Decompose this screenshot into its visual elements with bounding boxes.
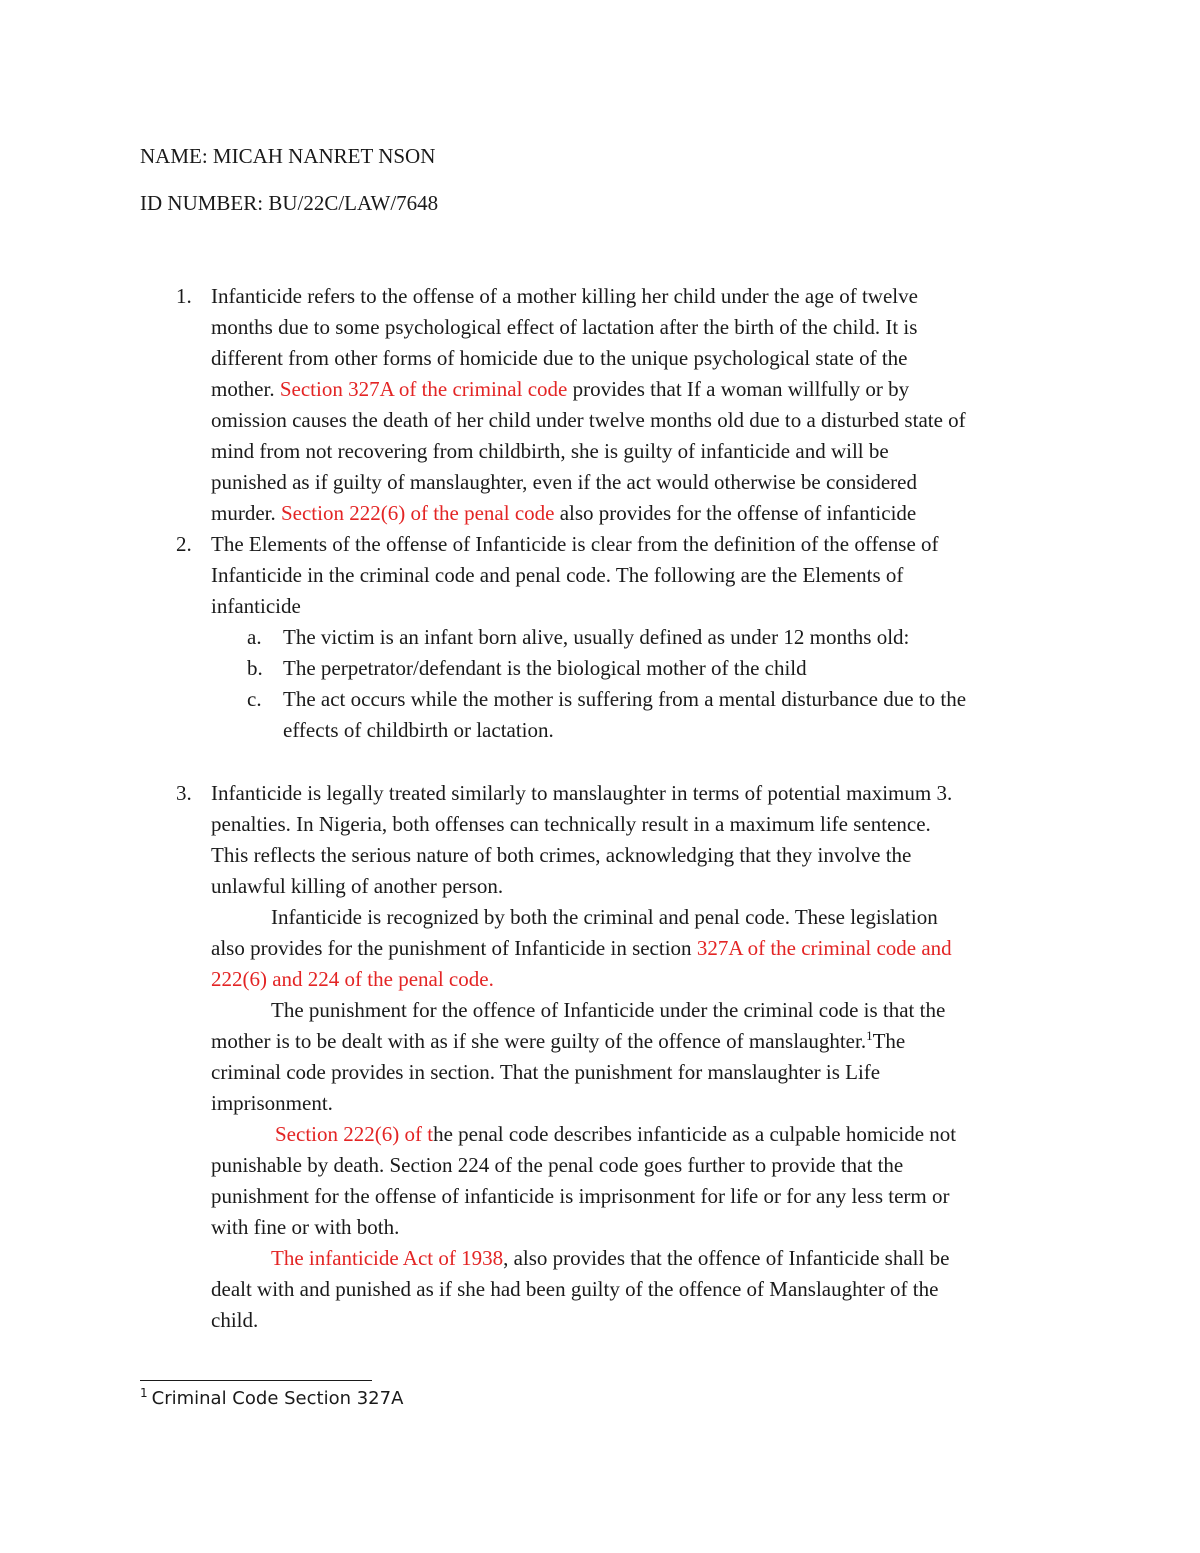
- text-run: , also provides that the offence of Infanticide shall be: [503, 1246, 950, 1270]
- text-run: provides that If a woman willfully or by: [567, 377, 910, 401]
- item2-line-1: The Elements of the offense of Infanticide is clear from the definition of the offense of: [211, 532, 939, 556]
- citation-section-222-6: Section 222(6) of t: [275, 1122, 434, 1146]
- item3-line-3: This reflects the serious nature of both crimes, acknowledging that they involve the: [211, 843, 912, 867]
- item1-line-1: Infanticide refers to the offense of a mother killing her child under the age of twelve: [211, 284, 918, 308]
- list-marker-1: 1.: [176, 284, 192, 308]
- sublist-marker-c: c.: [247, 687, 262, 711]
- text-run: also provides for the offense of infanticide: [554, 501, 917, 525]
- item1-line-7: punished as if guilty of manslaughter, even if the act would otherwise be considered: [211, 470, 917, 494]
- footnote-separator: [140, 1380, 372, 1381]
- item1-line-8: [211, 498, 916, 529]
- text-run: murder.: [211, 501, 281, 525]
- text-run: he penal code describes infanticide as a culpable homicide not: [433, 1122, 957, 1146]
- item1-line-3: different from other forms of homicide due to the unique psychological state of the: [211, 346, 908, 370]
- citation-penal-code-222-6: Section 222(6) of the penal code: [280, 501, 555, 525]
- footnote-text: Criminal Code Section 327A: [151, 1388, 404, 1409]
- list-marker-3: 3.: [176, 781, 192, 805]
- subitem-c-line-2: effects of childbirth or lactation.: [283, 718, 554, 742]
- item1-line-4: [211, 374, 909, 405]
- item1-line-2: months due to some psychological effect of lactation after the birth of the child. It is: [211, 315, 918, 339]
- text-run: mother.: [211, 377, 280, 401]
- item3-para4-line-4: with fine or with both.: [211, 1215, 400, 1239]
- student-name: NAME: MICAH NANRET NSON: [140, 144, 436, 168]
- item3-para2-line-1: Infanticide is recognized by both the criminal and penal code. These legislation: [271, 905, 938, 929]
- student-id-number: ID NUMBER: BU/22C/LAW/7648: [140, 191, 439, 215]
- sublist-marker-b: b.: [247, 656, 263, 680]
- list-marker-2: 2.: [176, 532, 192, 556]
- text-run: mother is to be dealt with as if she were guilty of the offence of manslaughter.: [211, 1029, 867, 1053]
- footnote-number: 1: [140, 1386, 148, 1400]
- item3-para3-line-3: criminal code provides in section. That the punishment for manslaughter is Life: [211, 1060, 881, 1084]
- item3-para5-line-1: [271, 1243, 949, 1274]
- item3-para4-line-3: punishment for the offense of infanticide is imprisonment for life or for any less term or: [211, 1184, 950, 1208]
- item3-line-1: Infanticide is legally treated similarly to manslaughter in terms of potential maximum 3.: [211, 781, 953, 805]
- citation-penal-code: 222(6) and 224 of the penal code.: [211, 967, 494, 991]
- item3-para3-line-1: The punishment for the offence of Infanticide under the criminal code is that the: [271, 998, 946, 1022]
- text-run: The: [872, 1029, 906, 1053]
- item3-line-4: unlawful killing of another person.: [211, 874, 504, 898]
- citation-criminal-code-327a: Section 327A of the criminal code: [279, 377, 568, 401]
- footnote: [140, 1386, 403, 1412]
- subitem-a-line-1: The victim is an infant born alive, usually defined as under 12 months old:: [283, 625, 910, 649]
- item1-line-5: omission causes the death of her child under twelve months old due to a disturbed state of: [211, 408, 966, 432]
- item3-para2-line-2: [211, 933, 952, 964]
- item3-para4-line-2: punishable by death. Section 224 of the penal code goes further to provide that the: [211, 1153, 904, 1177]
- item1-line-6: mind from not recovering from childbirth, she is guilty of infanticide and will be: [211, 439, 889, 463]
- item3-para5-line-2: dealt with and punished as if she had been guilty of the offence of Manslaughter of the: [211, 1277, 939, 1301]
- item3-para3-line-2: [211, 1026, 905, 1057]
- item2-line-2: Infanticide in the criminal code and penal code. The following are the Elements of: [211, 563, 904, 587]
- item2-line-3: infanticide: [211, 594, 301, 618]
- subitem-b-line-1: The perpetrator/defendant is the biological mother of the child: [283, 656, 807, 680]
- citation-infanticide-act-1938: The infanticide Act of 1938: [271, 1246, 504, 1270]
- item3-line-2: penalties. In Nigeria, both offenses can technically result in a maximum life sentence.: [211, 812, 931, 836]
- sublist-marker-a: a.: [247, 625, 262, 649]
- item3-para4-line-1: [275, 1119, 956, 1150]
- text-run: also provides for the punishment of Infanticide in section: [211, 936, 697, 960]
- item3-para5-line-3: child.: [211, 1308, 259, 1332]
- footnote-reference[interactable]: 1: [866, 1028, 873, 1043]
- item3-para3-line-4: imprisonment.: [211, 1091, 333, 1115]
- citation-criminal-code: 327A of the criminal code and: [696, 936, 952, 960]
- subitem-c-line-1: The act occurs while the mother is suffering from a mental disturbance due to the: [283, 687, 967, 711]
